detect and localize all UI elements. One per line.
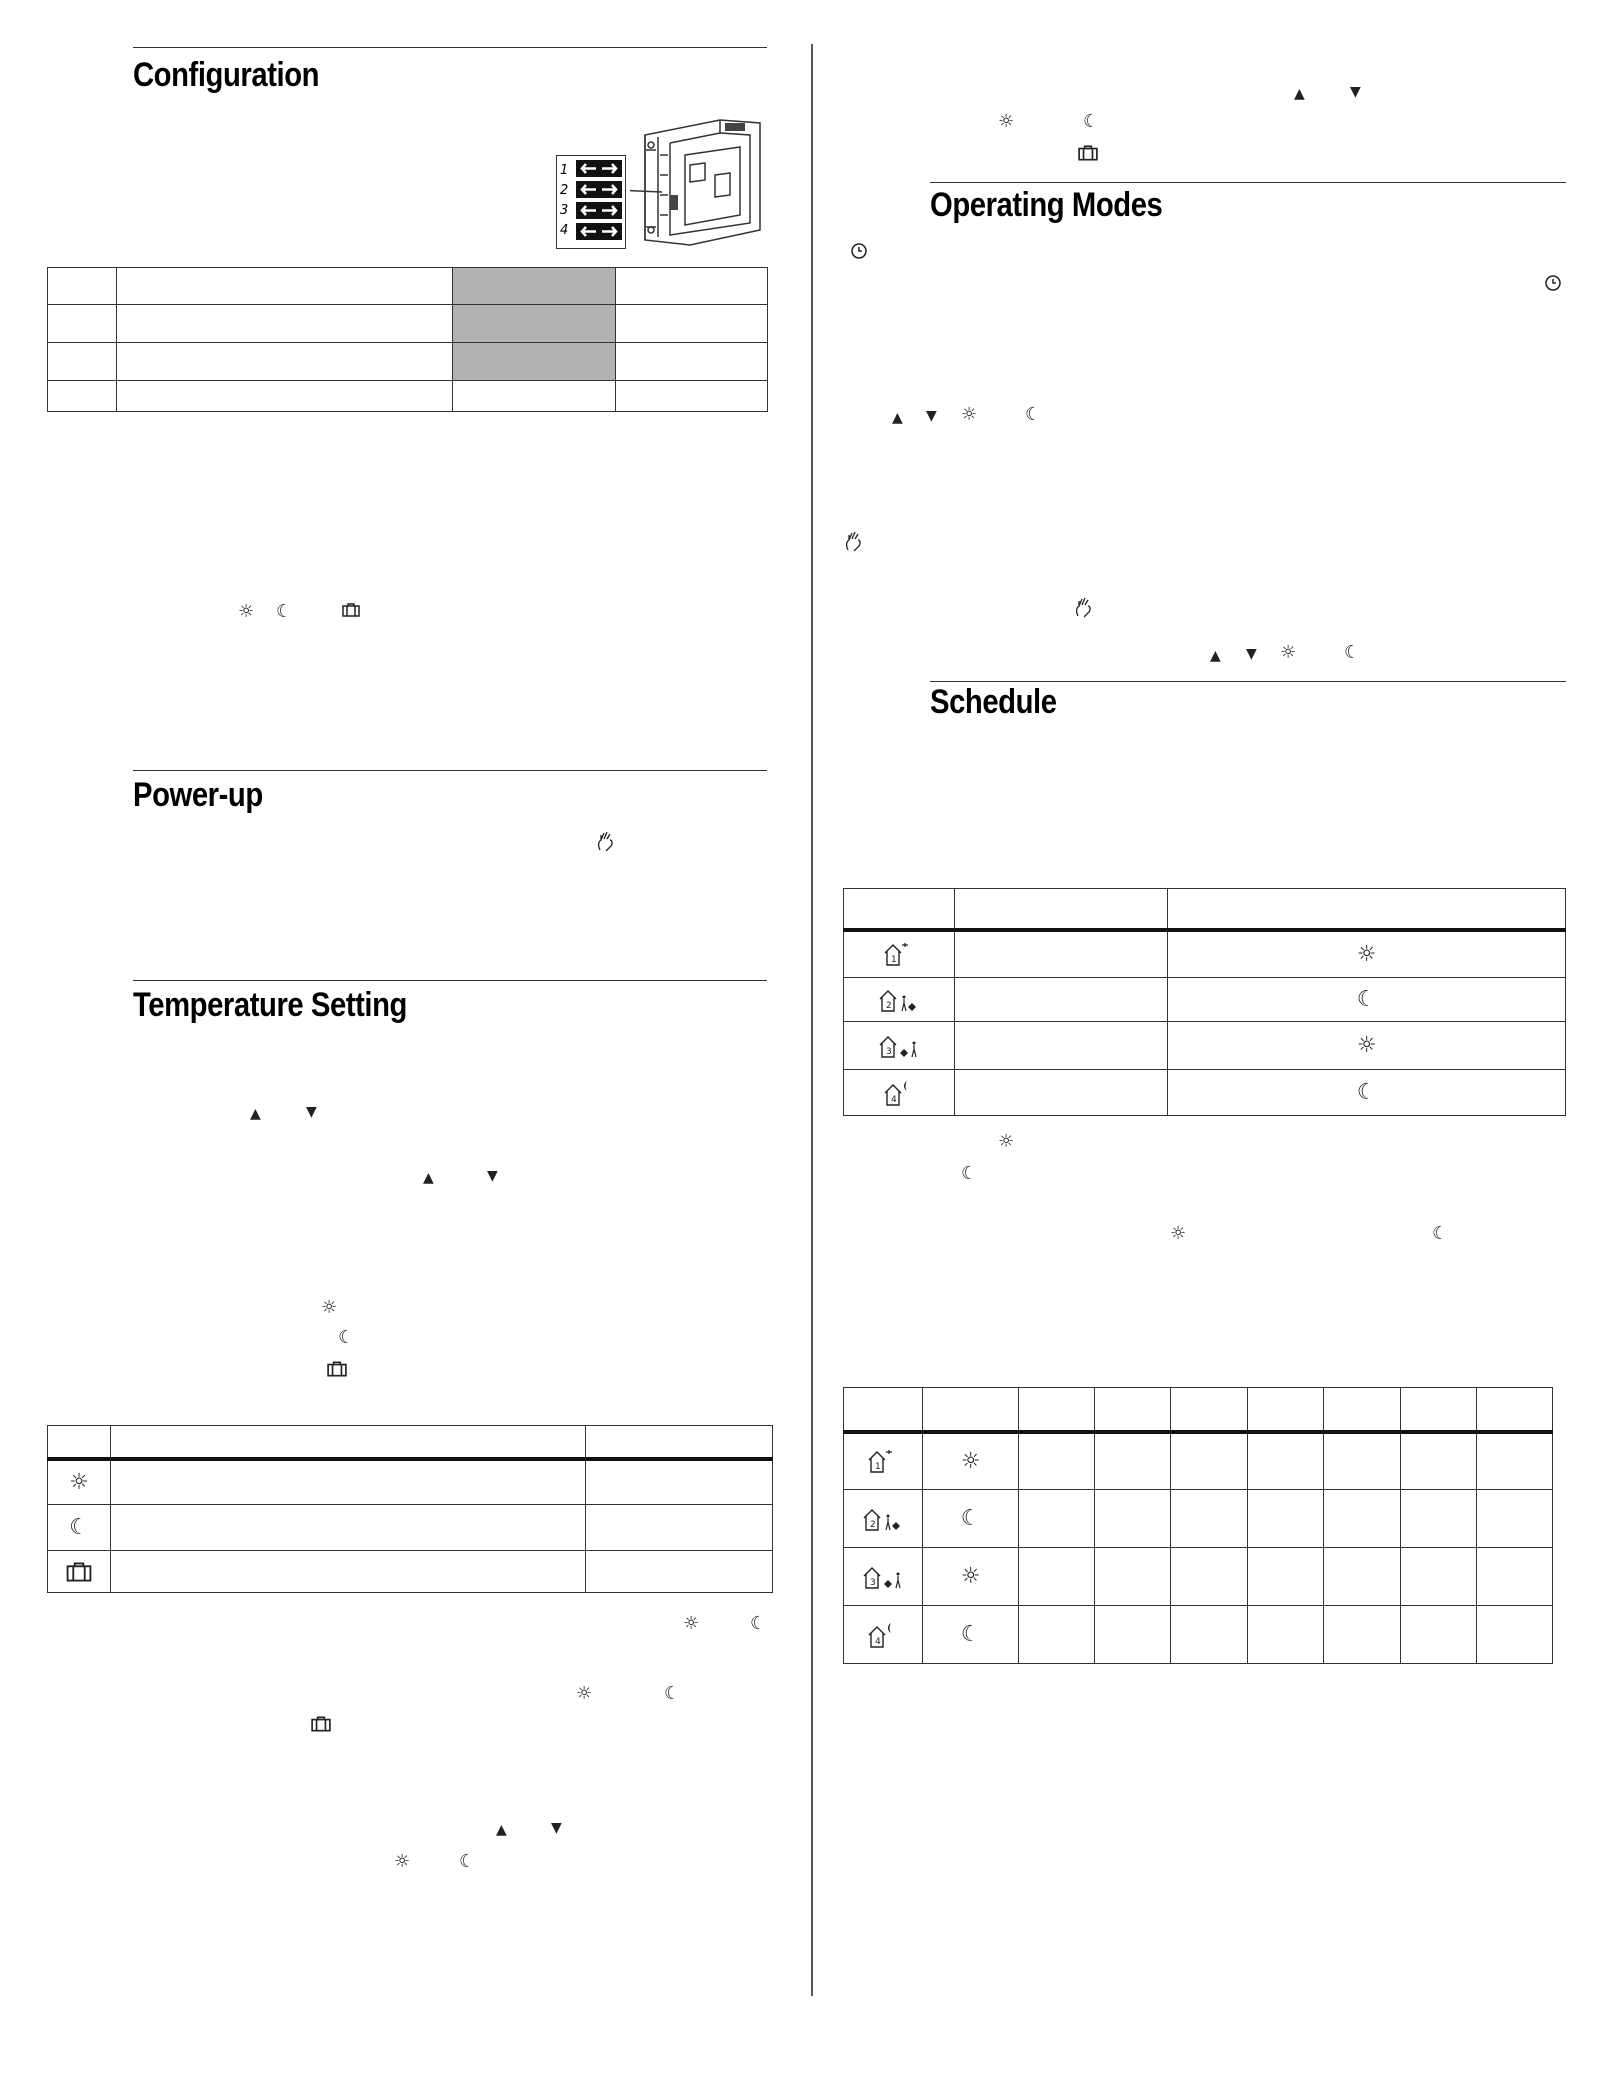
column-divider [811,44,813,1996]
sun-icon: ☼ [998,1131,1015,1152]
period-icon [881,1079,917,1107]
heading-schedule: Schedule [930,683,1057,721]
schedule-periods-table [843,888,1566,1116]
period-icon [881,941,917,967]
down-arrow-icon: ▼ [487,1168,498,1184]
moon-icon: ☾ [1344,642,1361,663]
heading-temperature-setting: Temperature Setting [133,986,408,1024]
suitcase-icon [66,1562,92,1582]
moon-icon: ☾ [961,1163,978,1184]
sun-icon: ☼ [238,601,255,622]
sun-icon: ☼ [960,1448,981,1474]
moon-icon: ☾ [960,1622,981,1647]
section-rule [133,980,767,981]
down-arrow-icon: ▼ [306,1104,317,1120]
period-icon [876,987,922,1013]
thermostat-back-illustration [630,115,770,250]
up-arrow-icon: ▲ [1294,86,1305,102]
up-arrow-icon: ▲ [423,1170,434,1186]
down-arrow-icon: ▼ [926,408,937,424]
sun-icon: ☼ [1280,642,1297,663]
sun-icon: ☼ [69,1469,89,1495]
dip-switches-icon [576,160,622,244]
moon-icon: ☾ [664,1683,681,1704]
sun-icon: ☼ [394,1851,411,1872]
up-arrow-icon: ▲ [496,1822,507,1838]
period-icon [876,1033,922,1059]
clock-icon [850,242,868,260]
sun-icon: ☼ [961,404,978,425]
sun-icon: ☼ [683,1613,700,1634]
period-icon [865,1621,901,1649]
heading-operating-modes: Operating Modes [930,186,1163,224]
heading-power-up: Power-up [133,776,263,814]
down-arrow-icon: ▼ [551,1820,562,1836]
sun-icon: ☼ [1170,1223,1187,1244]
svg-text:1: 1 [890,955,897,966]
suitcase-icon [342,603,360,617]
hand-icon [596,830,616,852]
heading-configuration: Configuration [133,56,320,94]
moon-icon: ☾ [338,1327,355,1348]
up-arrow-icon: ▲ [250,1106,261,1122]
svg-text:3: 3 [869,1577,876,1588]
sun-icon: ☼ [960,1564,981,1589]
suitcase-icon [1078,145,1098,161]
moon-icon: ☾ [960,1506,981,1531]
moon-icon: ☾ [1083,111,1100,132]
svg-text:2: 2 [869,1519,876,1530]
section-rule [930,182,1566,183]
period-icon [865,1448,901,1474]
section-rule [133,770,767,771]
moon-icon: ☾ [750,1613,767,1634]
svg-text:2: 2 [885,1000,892,1011]
svg-text:4: 4 [890,1094,897,1105]
period-icon [860,1506,906,1532]
moon-icon: ☾ [1025,404,1042,425]
moon-icon: ☾ [1356,1080,1377,1105]
dip-number: 4 [560,223,569,238]
moon-icon: ☾ [69,1515,89,1540]
down-arrow-icon: ▼ [1246,646,1257,662]
up-arrow-icon: ▲ [892,410,903,426]
moon-icon: ☾ [1432,1223,1449,1244]
sun-icon: ☼ [321,1297,338,1318]
moon-icon: ☾ [276,601,293,622]
svg-text:1: 1 [874,1462,881,1473]
dip-number: 3 [560,203,569,218]
dip-number: 2 [560,183,569,198]
section-rule [133,47,767,48]
clock-icon [1544,274,1562,292]
sun-icon: ☼ [998,111,1015,132]
dip-switch-diagram [556,155,628,245]
configuration-table [47,267,768,412]
period-icon [860,1564,906,1590]
down-arrow-icon: ▼ [1350,84,1361,100]
suitcase-icon [327,1361,347,1377]
up-arrow-icon: ▲ [1210,648,1221,664]
svg-text:3: 3 [885,1046,892,1057]
hand-icon [1074,596,1094,618]
moon-icon: ☾ [1356,987,1377,1012]
weekly-schedule-table [843,1387,1553,1664]
sun-icon: ☼ [576,1683,593,1704]
temperature-table [47,1425,773,1593]
moon-icon: ☾ [459,1851,476,1872]
hand-icon [844,530,864,552]
svg-text:4: 4 [874,1636,881,1647]
sun-icon: ☼ [1356,1033,1377,1058]
suitcase-icon [311,1716,331,1732]
dip-number: 1 [560,163,569,178]
sun-icon: ☼ [1356,941,1377,967]
